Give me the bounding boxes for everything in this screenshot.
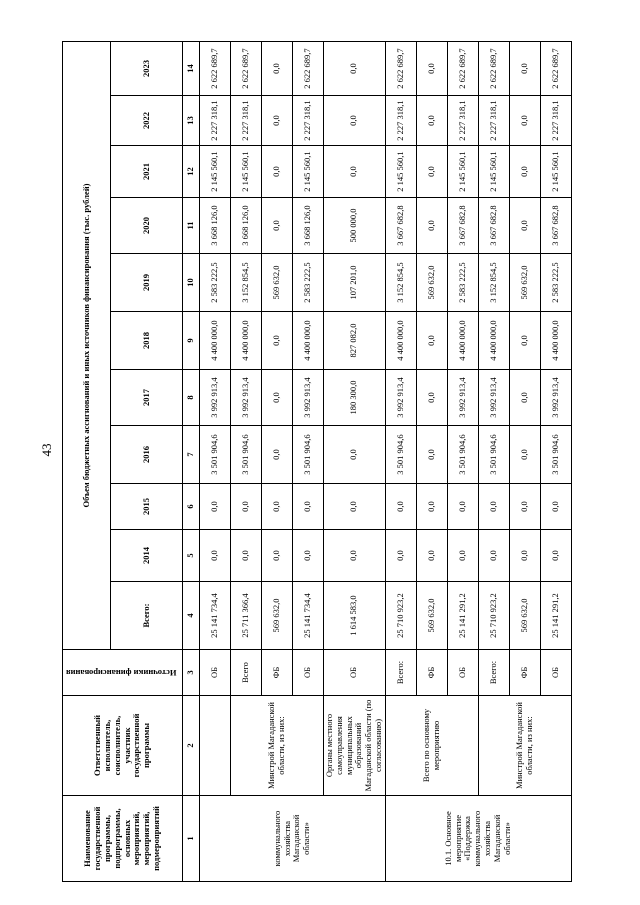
column-number: 5 <box>183 530 200 582</box>
amount-cell: 0,0 <box>509 41 540 95</box>
table-row <box>200 41 231 881</box>
amount-cell: 0,0 <box>324 146 386 198</box>
amount-cell: 4 400 000,0 <box>447 312 478 370</box>
amount-cell: 0,0 <box>324 426 386 484</box>
executor-cell: Минстрой Магаданской области, из них: <box>478 696 571 796</box>
column-number: 10 <box>183 254 200 312</box>
amount-cell: 0,0 <box>262 426 293 484</box>
header-year: 2014 <box>111 530 183 582</box>
amount-cell: 0,0 <box>231 530 262 582</box>
amount-cell: 2 227 318,1 <box>385 96 416 146</box>
amount-cell: 0,0 <box>509 96 540 146</box>
table-body <box>200 41 572 881</box>
amount-cell: 2 622 689,7 <box>447 41 478 95</box>
amount-cell: 0,0 <box>385 484 416 530</box>
amount-cell: 569 632,0 <box>416 254 447 312</box>
amount-cell: 0,0 <box>416 426 447 484</box>
page-number: 43 <box>39 443 54 457</box>
amount-cell: 3 992 913,4 <box>447 370 478 426</box>
amount-cell: 0,0 <box>324 530 386 582</box>
amount-cell: 0,0 <box>324 96 386 146</box>
amount-cell: 2 227 318,1 <box>293 96 324 146</box>
amount-cell: 0,0 <box>262 312 293 370</box>
executor-cell <box>200 696 231 796</box>
amount-cell: 25 141 291,2 <box>540 582 571 650</box>
amount-cell: 25 141 291,2 <box>447 582 478 650</box>
amount-cell: 3 152 854,5 <box>231 254 262 312</box>
amount-cell: 0,0 <box>509 312 540 370</box>
amount-cell: 0,0 <box>447 484 478 530</box>
amount-cell: 0,0 <box>262 146 293 198</box>
header-executor: Ответственный исполнитель, соисполнитель, участник государственной программы <box>63 696 183 796</box>
amount-cell: 2 145 560,1 <box>385 146 416 198</box>
budget-table-container <box>62 42 560 882</box>
amount-cell: 569 632,0 <box>262 254 293 312</box>
amount-cell: 2 583 222,5 <box>200 254 231 312</box>
column-number: 12 <box>183 146 200 198</box>
amount-cell: 0,0 <box>262 198 293 254</box>
header-total: Всего: <box>111 582 183 650</box>
amount-cell: 3 992 913,4 <box>478 370 509 426</box>
amount-cell: 0,0 <box>509 484 540 530</box>
column-number-row <box>183 41 200 881</box>
source-cell: ОБ <box>540 650 571 696</box>
amount-cell: 2 622 689,7 <box>385 41 416 95</box>
header-source <box>63 650 183 696</box>
column-number: 4 <box>183 582 200 650</box>
amount-cell: 4 400 000,0 <box>478 312 509 370</box>
column-number: 7 <box>183 426 200 484</box>
source-cell: ОБ <box>447 650 478 696</box>
source-cell: ФБ <box>509 650 540 696</box>
amount-cell: 2 145 560,1 <box>293 146 324 198</box>
amount-cell: 25 710 923,2 <box>385 582 416 650</box>
column-number: 8 <box>183 370 200 426</box>
amount-cell: 0,0 <box>509 146 540 198</box>
amount-cell: 0,0 <box>416 370 447 426</box>
amount-cell: 3 668 126,0 <box>293 198 324 254</box>
amount-cell: 2 227 318,1 <box>447 96 478 146</box>
amount-cell: 0,0 <box>509 530 540 582</box>
header-year: 2022 <box>111 96 183 146</box>
amount-cell: 2 227 318,1 <box>478 96 509 146</box>
table-row <box>385 41 416 881</box>
amount-cell: 0,0 <box>200 484 231 530</box>
source-cell: ОБ <box>324 650 386 696</box>
amount-cell: 0,0 <box>416 146 447 198</box>
column-number: 11 <box>183 198 200 254</box>
amount-cell: 180 300,0 <box>324 370 386 426</box>
amount-cell: 107 201,0 <box>324 254 386 312</box>
amount-cell: 4 400 000,0 <box>231 312 262 370</box>
amount-cell: 25 710 923,2 <box>478 582 509 650</box>
amount-cell: 0,0 <box>293 530 324 582</box>
table-row <box>231 41 262 881</box>
amount-cell: 3 501 904,6 <box>447 426 478 484</box>
source-cell: Всего: <box>385 650 416 696</box>
executor-cell: Минстрой Магаданской области, из них: <box>231 696 324 796</box>
amount-cell: 3 501 904,6 <box>478 426 509 484</box>
amount-cell: 25 711 366,4 <box>231 582 262 650</box>
amount-cell: 3 667 682,8 <box>385 198 416 254</box>
amount-cell: 0,0 <box>540 530 571 582</box>
amount-cell: 0,0 <box>478 530 509 582</box>
header-group: Объем бюджетных ассигнований и иных источников финансирования (тыс. рублей) <box>63 41 111 649</box>
amount-cell: 3 668 126,0 <box>231 198 262 254</box>
amount-cell: 3 152 854,5 <box>385 254 416 312</box>
column-number: 6 <box>183 484 200 530</box>
amount-cell: 1 614 583,0 <box>324 582 386 650</box>
column-number: 13 <box>183 96 200 146</box>
amount-cell: 2 145 560,1 <box>447 146 478 198</box>
amount-cell: 3 667 682,8 <box>478 198 509 254</box>
amount-cell: 3 992 913,4 <box>385 370 416 426</box>
table-row <box>478 41 509 881</box>
amount-cell: 0,0 <box>231 484 262 530</box>
header-source-text: Источники финансирования <box>65 668 177 679</box>
header-year: 2020 <box>111 198 183 254</box>
amount-cell: 2 622 689,7 <box>200 41 231 95</box>
amount-cell: 4 400 000,0 <box>200 312 231 370</box>
amount-cell: 569 632,0 <box>262 582 293 650</box>
column-number: 1 <box>183 796 200 882</box>
amount-cell: 0,0 <box>509 198 540 254</box>
amount-cell: 2 622 689,7 <box>478 41 509 95</box>
amount-cell: 3 992 913,4 <box>200 370 231 426</box>
amount-cell: 0,0 <box>324 484 386 530</box>
executor-cell: Всего по основному мероприятию <box>385 696 478 796</box>
source-cell: Всего: <box>478 650 509 696</box>
amount-cell: 0,0 <box>324 41 386 95</box>
amount-cell: 827 082,0 <box>324 312 386 370</box>
amount-cell: 0,0 <box>416 484 447 530</box>
header-year: 2018 <box>111 312 183 370</box>
amount-cell: 0,0 <box>200 530 231 582</box>
amount-cell: 0,0 <box>478 484 509 530</box>
amount-cell: 2 583 222,5 <box>447 254 478 312</box>
amount-cell: 3 667 682,8 <box>540 198 571 254</box>
column-number: 14 <box>183 41 200 95</box>
amount-cell: 3 668 126,0 <box>200 198 231 254</box>
amount-cell: 0,0 <box>509 370 540 426</box>
amount-cell: 0,0 <box>262 96 293 146</box>
amount-cell: 3 152 854,5 <box>478 254 509 312</box>
amount-cell: 0,0 <box>416 198 447 254</box>
amount-cell: 0,0 <box>385 530 416 582</box>
amount-cell: 2 145 560,1 <box>478 146 509 198</box>
amount-cell: 0,0 <box>416 530 447 582</box>
amount-cell: 569 632,0 <box>509 582 540 650</box>
amount-cell: 4 400 000,0 <box>385 312 416 370</box>
amount-cell: 4 400 000,0 <box>540 312 571 370</box>
amount-cell: 500 000,0 <box>324 198 386 254</box>
amount-cell: 0,0 <box>293 484 324 530</box>
header-year: 2021 <box>111 146 183 198</box>
amount-cell: 0,0 <box>540 484 571 530</box>
amount-cell: 25 141 734,4 <box>200 582 231 650</box>
amount-cell: 2 145 560,1 <box>231 146 262 198</box>
amount-cell: 3 992 913,4 <box>293 370 324 426</box>
header-year: 2016 <box>111 426 183 484</box>
budget-table <box>62 41 572 882</box>
program-name-cell: коммунального хозяйства Магаданской области» <box>200 796 386 882</box>
amount-cell: 2 145 560,1 <box>200 146 231 198</box>
header-name: Наименование государственной программы, подпрограммы, основных мероприятий, мероприятий, подмероприятий <box>63 796 183 882</box>
amount-cell: 2 145 560,1 <box>540 146 571 198</box>
source-cell: ФБ <box>416 650 447 696</box>
amount-cell: 3 501 904,6 <box>540 426 571 484</box>
executor-cell: Органы местного самоуправления муниципальных образований Магаданской области (по согласованию) <box>324 696 386 796</box>
amount-cell: 0,0 <box>416 96 447 146</box>
column-number: 3 <box>183 650 200 696</box>
amount-cell: 3 667 682,8 <box>447 198 478 254</box>
source-cell: ОБ <box>200 650 231 696</box>
program-name-cell: 10.1. Основное мероприятие «Поддержка коммунального хозяйства Магаданской области» <box>385 796 571 882</box>
amount-cell: 2 622 689,7 <box>231 41 262 95</box>
amount-cell: 2 227 318,1 <box>231 96 262 146</box>
amount-cell: 2 227 318,1 <box>200 96 231 146</box>
amount-cell: 3 992 913,4 <box>231 370 262 426</box>
amount-cell: 2 622 689,7 <box>540 41 571 95</box>
column-number: 9 <box>183 312 200 370</box>
header-year: 2019 <box>111 254 183 312</box>
amount-cell: 2 622 689,7 <box>293 41 324 95</box>
source-cell: Всего <box>231 650 262 696</box>
header-year: 2017 <box>111 370 183 426</box>
amount-cell: 4 400 000,0 <box>293 312 324 370</box>
amount-cell: 569 632,0 <box>416 582 447 650</box>
amount-cell: 2 583 222,5 <box>540 254 571 312</box>
amount-cell: 3 501 904,6 <box>200 426 231 484</box>
amount-cell: 3 992 913,4 <box>540 370 571 426</box>
amount-cell: 2 227 318,1 <box>540 96 571 146</box>
amount-cell: 25 141 734,4 <box>293 582 324 650</box>
amount-cell: 0,0 <box>262 484 293 530</box>
amount-cell: 0,0 <box>447 530 478 582</box>
header-year: 2015 <box>111 484 183 530</box>
amount-cell: 0,0 <box>262 370 293 426</box>
amount-cell: 3 501 904,6 <box>385 426 416 484</box>
header-year: 2023 <box>111 41 183 95</box>
amount-cell: 0,0 <box>262 41 293 95</box>
amount-cell: 0,0 <box>416 41 447 95</box>
table-row <box>324 41 386 881</box>
source-cell: ОБ <box>293 650 324 696</box>
amount-cell: 3 501 904,6 <box>293 426 324 484</box>
source-cell: ФБ <box>262 650 293 696</box>
amount-cell: 569 632,0 <box>509 254 540 312</box>
amount-cell: 0,0 <box>262 530 293 582</box>
amount-cell: 3 501 904,6 <box>231 426 262 484</box>
amount-cell: 2 583 222,5 <box>293 254 324 312</box>
amount-cell: 0,0 <box>416 312 447 370</box>
amount-cell: 0,0 <box>509 426 540 484</box>
column-number: 2 <box>183 696 200 796</box>
